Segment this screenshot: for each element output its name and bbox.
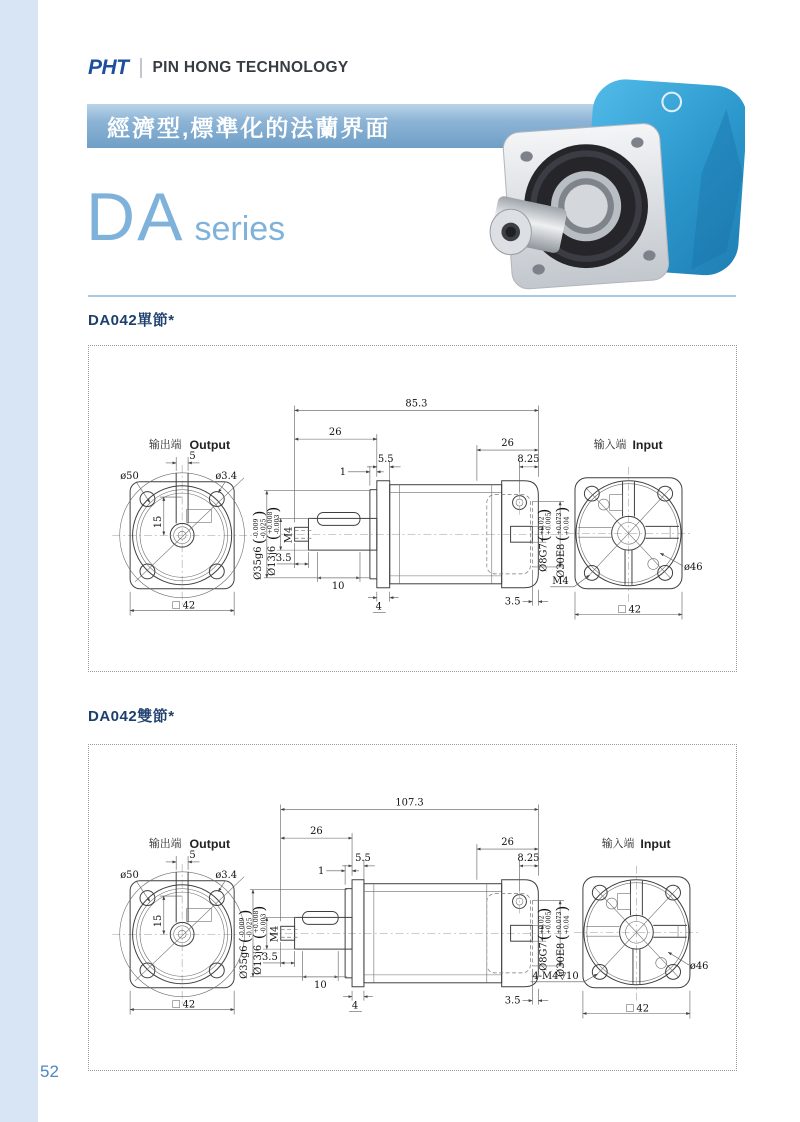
dim-step1: 1	[339, 466, 347, 478]
svg-text:-0.003: -0.003	[260, 913, 268, 934]
svg-text:(: (	[263, 534, 282, 541]
dim-rear-gap: 3.5	[504, 596, 521, 608]
logo-divider	[140, 58, 142, 78]
dim-key-start: 3.5	[275, 553, 292, 565]
svg-text:Ø8G7: Ø8G7	[538, 942, 550, 971]
company-name: PIN HONG TECHNOLOGY	[152, 59, 349, 76]
svg-text:Ø30E8: Ø30E8	[556, 543, 568, 578]
svg-text:): )	[535, 508, 554, 515]
svg-text:+0.073: +0.073	[556, 911, 564, 935]
section-label-double: DA042雙節*	[88, 708, 175, 725]
header	[88, 56, 349, 80]
svg-text:-0.025: -0.025	[246, 917, 254, 938]
svg-text:(: (	[249, 933, 268, 940]
dim-flange-bore: ø50	[120, 869, 139, 881]
output-label-zh: 输出端	[148, 438, 182, 452]
dim-rear-offset: 8.25	[517, 852, 540, 864]
svg-text:Ø35g6: Ø35g6	[252, 546, 264, 580]
dim-total-length: 85.3	[405, 398, 428, 410]
svg-text:+0.008: +0.008	[252, 910, 260, 934]
pht-logo: PHT	[88, 56, 129, 79]
dim-in-bore	[535, 908, 553, 971]
svg-text:Ø8G7: Ø8G7	[538, 543, 550, 572]
output-view	[112, 437, 255, 615]
dim-total-length: 107.3	[395, 797, 424, 809]
svg-text:): )	[249, 905, 268, 912]
dim-bolt-circle: ø46	[689, 960, 709, 972]
dim-flange-bore: ø50	[120, 470, 139, 482]
svg-text:): )	[553, 506, 572, 513]
dim-key-len: 10	[331, 580, 345, 592]
section-view	[250, 398, 571, 612]
drawing-double-stage	[88, 744, 737, 1071]
svg-text:-0.003: -0.003	[274, 514, 282, 535]
product-photo	[487, 74, 745, 296]
svg-text:Ø30E8: Ø30E8	[556, 942, 568, 977]
dim-in-bore	[535, 509, 553, 572]
svg-text:(: (	[553, 934, 572, 941]
dim-square-size: 42	[182, 600, 196, 612]
svg-text:+0.02: +0.02	[538, 915, 546, 935]
svg-text:-0.009: -0.009	[252, 518, 260, 539]
dim-front-len: 26	[310, 826, 323, 838]
dim-rear-len: 26	[501, 837, 514, 849]
dim-out-boss	[250, 511, 268, 580]
dim-key-len: 10	[314, 979, 327, 991]
dim-square-size-input: 42	[636, 1003, 650, 1015]
page-number: 52	[40, 1062, 59, 1081]
svg-text:Ø35g6: Ø35g6	[239, 945, 251, 979]
dim-spigot-len: 5.5	[377, 453, 394, 465]
input-label-en: Input	[632, 438, 663, 453]
gearbox-illustration	[487, 74, 745, 296]
svg-text:+0.04: +0.04	[563, 915, 571, 935]
dim-in-recess	[553, 507, 571, 578]
dim-rear-offset: 8.25	[517, 453, 540, 465]
output-label-en: Output	[189, 837, 231, 852]
svg-text:+0.005: +0.005	[545, 911, 553, 935]
dim-bolt-circle: ø46	[683, 561, 703, 573]
svg-text:+0.008: +0.008	[266, 511, 274, 535]
svg-text:+0.005: +0.005	[545, 512, 553, 536]
svg-text:Ø13j6: Ø13j6	[252, 944, 264, 975]
svg-text:(: (	[535, 934, 554, 941]
left-margin-strip	[0, 0, 38, 1122]
dim-tap: M4	[283, 526, 295, 544]
dim-step1: 1	[318, 865, 325, 877]
dim-spigot-len: 5.5	[355, 852, 371, 864]
svg-text:Ø13j6: Ø13j6	[266, 545, 278, 576]
dim-square-size: 42	[182, 999, 196, 1011]
series-suffix: series	[194, 210, 286, 248]
svg-text:): )	[263, 506, 282, 513]
dim-input-thread: 4-M4▽10	[532, 970, 579, 982]
section-label-single: DA042單節*	[88, 312, 175, 329]
input-view	[550, 437, 702, 619]
dim-front-len: 26	[328, 427, 342, 439]
drawing-canvas-double	[89, 745, 735, 1069]
svg-text:(: (	[249, 538, 268, 545]
svg-text:-0.025: -0.025	[260, 518, 268, 539]
dim-input-thread: M4	[552, 575, 569, 587]
dim-key-start: 3.5	[262, 952, 278, 964]
dim-corner-hole: ø3.4	[215, 470, 238, 482]
svg-text:(: (	[236, 937, 254, 944]
dim-key-offset: 15	[152, 914, 164, 928]
svg-text:+0.073: +0.073	[556, 512, 564, 536]
input-label-zh: 输入端	[601, 837, 635, 851]
dim-in-recess	[553, 906, 571, 977]
drawing-canvas-single	[89, 346, 735, 670]
section-view	[236, 797, 571, 1011]
dim-out-boss	[236, 910, 254, 979]
svg-text:): )	[553, 905, 572, 912]
svg-text:): )	[535, 907, 554, 914]
svg-text:+0.04: +0.04	[563, 516, 571, 536]
dim-rear-gap: 3.5	[504, 995, 521, 1007]
svg-text:): )	[249, 510, 268, 517]
drawing-single-stage	[88, 345, 737, 672]
dim-flange-thk: 4	[351, 1000, 359, 1012]
svg-text:-0.009: -0.009	[239, 917, 247, 938]
dim-tap: M4	[269, 925, 281, 943]
dim-slot-width: 5	[189, 450, 196, 462]
dim-flange-thk: 4	[375, 601, 382, 613]
output-label-zh: 输出端	[148, 837, 182, 851]
dim-corner-hole: ø3.4	[215, 869, 238, 881]
output-view	[112, 836, 255, 1014]
input-label-en: Input	[640, 837, 671, 852]
dim-key-offset: 15	[152, 515, 164, 529]
dim-rear-len: 26	[501, 438, 514, 450]
tagline-text: 經濟型,標準化的法蘭界面	[107, 114, 391, 141]
input-label-zh: 输入端	[593, 438, 627, 452]
svg-text:(: (	[535, 535, 554, 542]
series-title	[86, 178, 285, 256]
output-label-en: Output	[189, 438, 231, 453]
svg-text:(: (	[553, 535, 572, 542]
svg-text:): )	[236, 909, 254, 916]
dim-slot-width: 5	[189, 849, 196, 861]
series-name: DA	[86, 179, 185, 255]
dim-square-size-input: 42	[628, 604, 642, 616]
svg-text:+0.02: +0.02	[538, 516, 546, 536]
